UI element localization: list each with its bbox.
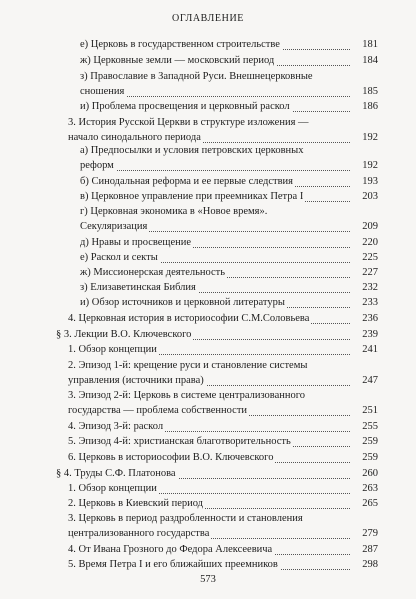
toc-entry-page: 247 <box>352 374 378 389</box>
toc-entry-page: 265 <box>352 497 378 512</box>
toc-entry-page: 193 <box>352 175 378 190</box>
toc-entry-title: и) Обзор источников и церковной литературы <box>80 296 287 311</box>
toc-entry[interactable] <box>68 359 378 389</box>
toc-entry-page: 185 <box>352 85 378 100</box>
toc-entry-page: 220 <box>352 236 378 251</box>
toc-entry-title-line: 3. История Русской Церкви в структуре изложения — <box>68 117 309 128</box>
toc-entry[interactable] <box>68 482 378 497</box>
toc-entry-page: 263 <box>352 482 378 497</box>
toc-entry-title-line: г) Церковная экономика в «Новое время». <box>80 206 268 217</box>
toc-entry-title-line: 3. Эпизод 2-й: Церковь в системе централизованного <box>68 390 306 401</box>
toc-entry-title: § 3. Лекции В.О. Ключевского <box>56 328 193 343</box>
toc-entry[interactable] <box>68 435 378 450</box>
toc-entry-page: 184 <box>352 54 378 69</box>
toc-entry[interactable] <box>68 451 378 466</box>
toc-entry[interactable] <box>68 312 378 327</box>
toc-entry-title: сношения <box>80 85 126 100</box>
toc-entry-page: 251 <box>352 404 378 419</box>
toc-entry[interactable] <box>80 175 378 190</box>
toc-entry[interactable] <box>68 116 378 146</box>
toc-entry-title: 5. Время Петра I и его ближайших преемников <box>68 558 280 573</box>
toc-entry-page: 260 <box>352 467 378 482</box>
toc-entry-page: 255 <box>352 420 378 435</box>
toc-entry-page: 232 <box>352 281 378 296</box>
toc-entry-title: з) Елизаветинская Библия <box>80 281 198 296</box>
toc-entry[interactable] <box>80 251 378 266</box>
toc-entry-title: 1. Обзор концепции <box>68 343 159 358</box>
toc-entry-page: 233 <box>352 296 378 311</box>
toc-entry-title: и) Проблема просвещения и церковный раскол <box>80 100 292 115</box>
toc-entry-page: 192 <box>352 159 378 174</box>
toc-entry[interactable] <box>68 420 378 435</box>
toc-entry[interactable] <box>56 467 378 482</box>
toc-entry-page: 192 <box>352 131 378 146</box>
toc-entry-page: 225 <box>352 251 378 266</box>
toc-entry-page: 203 <box>352 190 378 205</box>
toc-entry[interactable] <box>80 100 378 115</box>
toc-entry-title: ж) Миссионерская деятельность <box>80 266 227 281</box>
toc-entry-page: 181 <box>352 38 378 53</box>
toc-entry[interactable] <box>80 296 378 311</box>
toc-entry-title: е) Раскол и секты <box>80 251 160 266</box>
toc-entry-title-line: 2. Эпизод 1-й: крещение руси и становление системы <box>68 360 308 371</box>
toc-entry-title: Секуляризация <box>80 220 149 235</box>
toc-entry[interactable] <box>68 558 378 573</box>
toc-entry[interactable] <box>80 266 378 281</box>
toc-entry-title: начало синодального периода <box>68 131 203 146</box>
toc-entry-page: 239 <box>352 328 378 343</box>
toc-entry[interactable] <box>80 54 378 69</box>
running-header: ОГЛАВЛЕНИЕ <box>172 13 244 24</box>
toc-entry-title: 4. Эпизод 3-й: раскол <box>68 420 165 435</box>
toc-entry-title: б) Синодальная реформа и ее первые следствия <box>80 175 295 190</box>
toc-entry-title: реформ <box>80 159 116 174</box>
toc-entry-title: в) Церковное управление при преемниках Петра I <box>80 190 305 205</box>
page-number: 573 <box>200 574 216 585</box>
toc-entry-page: 241 <box>352 343 378 358</box>
toc-entry[interactable] <box>80 281 378 296</box>
toc-entry-title-line: з) Православие в Западной Руси. Внешнецерковные <box>80 71 313 82</box>
toc-entry-page: 259 <box>352 451 378 466</box>
toc-entry-title: 5. Эпизод 4-й: христианская благотворительность <box>68 435 293 450</box>
toc-entry[interactable] <box>80 144 378 174</box>
toc-entry-title: централизованного государства <box>68 527 211 542</box>
toc-entry[interactable] <box>56 328 378 343</box>
toc-entry[interactable] <box>68 343 378 358</box>
toc-entry-title: государства — проблема собственности <box>68 404 249 419</box>
toc-entry-title: 2. Церковь в Киевский период <box>68 497 205 512</box>
toc-entry-page: 259 <box>352 435 378 450</box>
toc-entry-title: 4. Церковная история в историософии С.М.Соловьева <box>68 312 311 327</box>
toc-entry[interactable] <box>68 512 378 542</box>
toc-entry[interactable] <box>80 38 378 53</box>
toc-entry-page: 279 <box>352 527 378 542</box>
toc-entry-title: § 4. Труды С.Ф. Платонова <box>56 467 178 482</box>
toc-entry[interactable] <box>80 236 378 251</box>
toc-entry[interactable] <box>80 70 378 100</box>
toc-entry[interactable] <box>68 497 378 512</box>
toc-entry-page: 298 <box>352 558 378 573</box>
toc-entry-page: 287 <box>352 543 378 558</box>
toc-entry-page: 227 <box>352 266 378 281</box>
toc-entry[interactable] <box>80 205 378 235</box>
toc-entry[interactable] <box>68 543 378 558</box>
toc-entry-title-line: а) Предпосылки и условия петровских церковных <box>80 145 304 156</box>
toc-entry[interactable] <box>68 389 378 419</box>
toc-entry-title: 6. Церковь в историософии В.О. Ключевского <box>68 451 275 466</box>
toc-entry-page: 209 <box>352 220 378 235</box>
toc-entry-title: е) Церковь в государственном строительстве <box>80 38 282 53</box>
toc-entry-page: 186 <box>352 100 378 115</box>
toc-entry-title-line: 3. Церковь в период раздробленности и становления <box>68 513 303 524</box>
toc-entry-title: д) Нравы и просвещение <box>80 236 193 251</box>
dot-leader <box>80 170 350 171</box>
toc-entry-page: 236 <box>352 312 378 327</box>
toc-entry-title: 4. От Ивана Грозного до Федора Алексеевича <box>68 543 274 558</box>
toc-entry-title: 1. Обзор концепции <box>68 482 159 497</box>
toc-entry[interactable] <box>80 190 378 205</box>
toc-entry-title: управления (источники права) <box>68 374 206 389</box>
toc-entry-title: ж) Церковные земли — московский период <box>80 54 276 69</box>
